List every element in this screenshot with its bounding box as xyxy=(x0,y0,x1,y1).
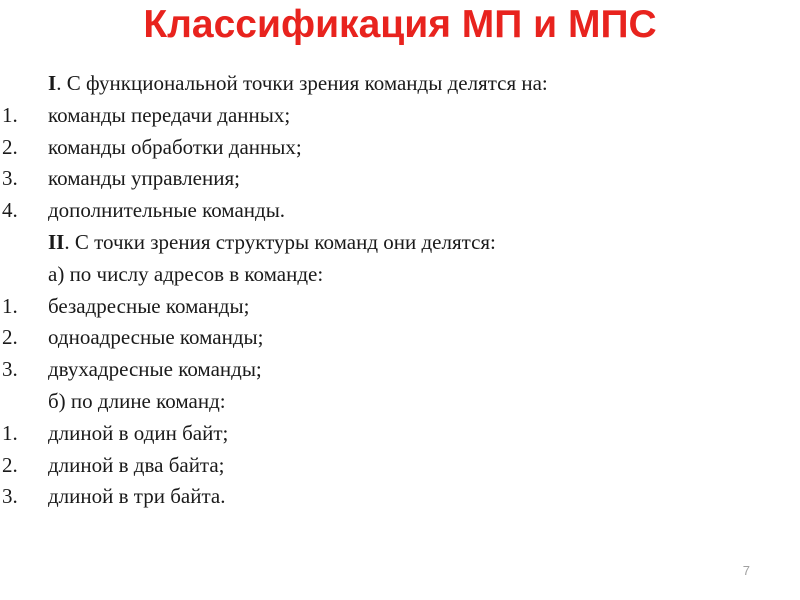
slide-body xyxy=(0,68,800,513)
roman-numeral: II xyxy=(48,229,65,254)
list-item xyxy=(0,354,800,386)
list-item xyxy=(0,163,800,195)
list-item xyxy=(0,450,800,482)
list-item xyxy=(0,132,800,164)
item-number: 2. xyxy=(2,452,18,477)
list-item xyxy=(0,418,800,450)
item-text: команды обработки данных; xyxy=(48,134,302,159)
item-number: 2. xyxy=(2,134,18,159)
list-item xyxy=(0,195,800,227)
heading-text: . С функциональной точки зрения команды делятся на: xyxy=(56,71,548,95)
subsection-text: а) по числу адресов в команде: xyxy=(48,261,324,286)
list-item xyxy=(0,322,800,354)
list-item xyxy=(0,481,800,513)
item-text: дополнительные команды. xyxy=(48,198,286,223)
item-text: одноадресные команды; xyxy=(48,325,264,350)
item-number: 3. xyxy=(2,484,18,509)
section-heading xyxy=(0,227,800,259)
item-number: 3. xyxy=(2,166,18,191)
item-number: 4. xyxy=(2,198,18,223)
item-text: длиной в один байт; xyxy=(48,420,229,445)
item-text: команды управления; xyxy=(48,166,240,191)
item-text: двухадресные команды; xyxy=(48,357,262,382)
list-item xyxy=(0,100,800,132)
subsection-text: б) по длине команд: xyxy=(48,388,226,413)
item-number: 1. xyxy=(2,102,18,127)
page-number: 7 xyxy=(742,563,750,578)
subsection-heading xyxy=(0,259,800,291)
list-item xyxy=(0,291,800,323)
item-number: 1. xyxy=(2,293,18,318)
item-text: безадресные команды; xyxy=(48,293,250,318)
subsection-heading xyxy=(0,386,800,418)
item-text: длиной в три байта. xyxy=(48,484,226,509)
item-number: 1. xyxy=(2,420,18,445)
section-heading xyxy=(0,68,800,100)
item-text: длиной в два байта; xyxy=(48,452,225,477)
item-number: 3. xyxy=(2,357,18,382)
item-number: 2. xyxy=(2,325,18,350)
item-text: команды передачи данных; xyxy=(48,102,291,127)
slide-title: Классификация МП и МПС xyxy=(143,3,657,46)
roman-numeral: I xyxy=(48,71,57,95)
heading-text: . С точки зрения структуры команд они делятся: xyxy=(64,229,496,254)
